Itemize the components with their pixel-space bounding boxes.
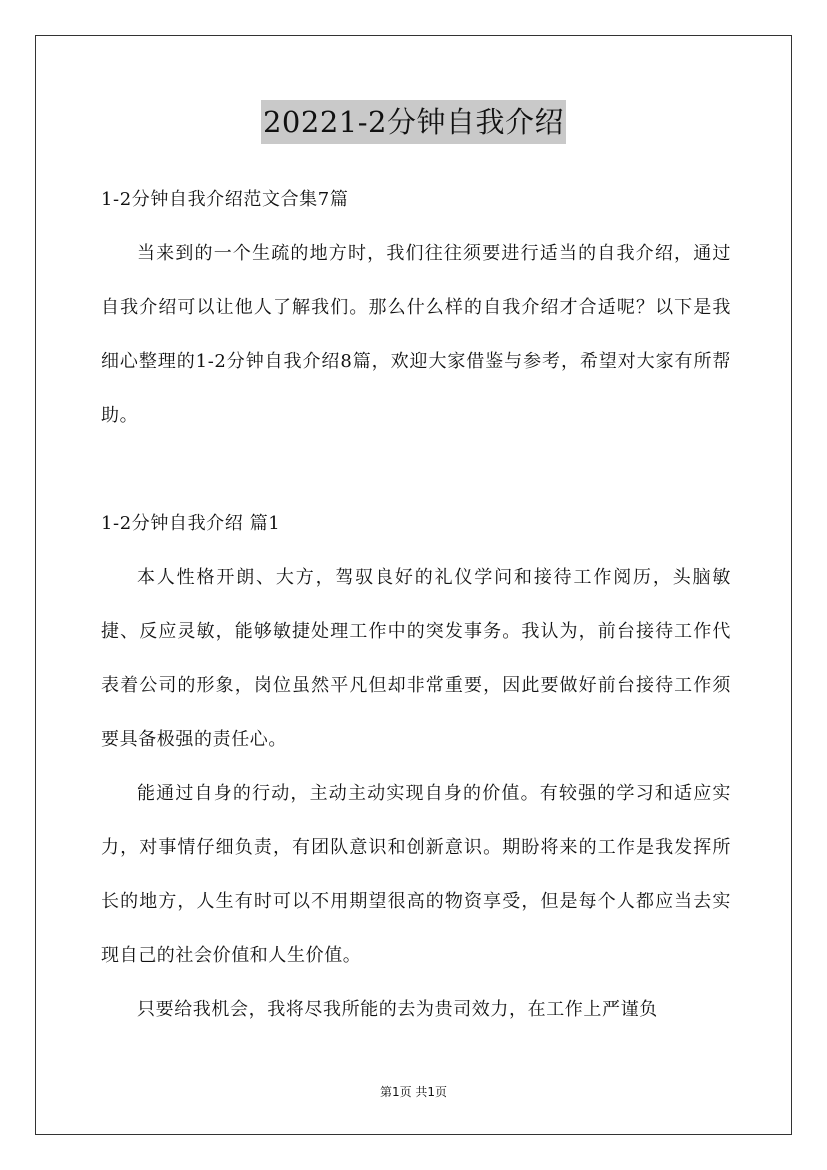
section-heading: 1-2分钟自我介绍 篇1 (101, 513, 281, 534)
title-container (0, 100, 827, 144)
document-subtitle: 1-2分钟自我介绍范文合集7篇 (101, 189, 349, 210)
body-paragraph: 只要给我机会，我将尽我所能的去为贵司效力，在工作上严谨负 (137, 999, 658, 1020)
intro-paragraph: 当来到的一个生疏的地方时，我们往往须要进行适当的自我介绍，通过自我介绍可以让他人了解我们。那么什么样的自我介绍才合适呢？以下是我细心整理的1-2分钟自我介绍8篇，欢迎大家借鉴与参考，希望对大家有所帮助。 (101, 243, 731, 426)
page-footer: 第1页 共1页 (379, 1085, 448, 1099)
document-body (101, 173, 731, 1037)
section-spacer (101, 443, 731, 497)
document-title: 20221-2分钟自我介绍 (261, 100, 566, 144)
body-paragraph: 能通过自身的行动，主动主动实现自身的价值。有较强的学习和适应实力，对事情仔细负责，有团队意识和创新意识。期盼将来的工作是我发挥所长的地方，人生有时可以不用期望很高的物资享受，但是每个人都应当去实现自己的社会价值和人生价值。 (101, 783, 731, 966)
body-paragraph: 本人性格开朗、大方，驾驭良好的礼仪学问和接待工作阅历，头脑敏捷、反应灵敏，能够敏捷处理工作中的突发事务。我认为，前台接待工作代表着公司的形象，岗位虽然平凡但却非常重要，因此要做好前台接待工作须要具备极强的责任心。 (101, 567, 731, 750)
